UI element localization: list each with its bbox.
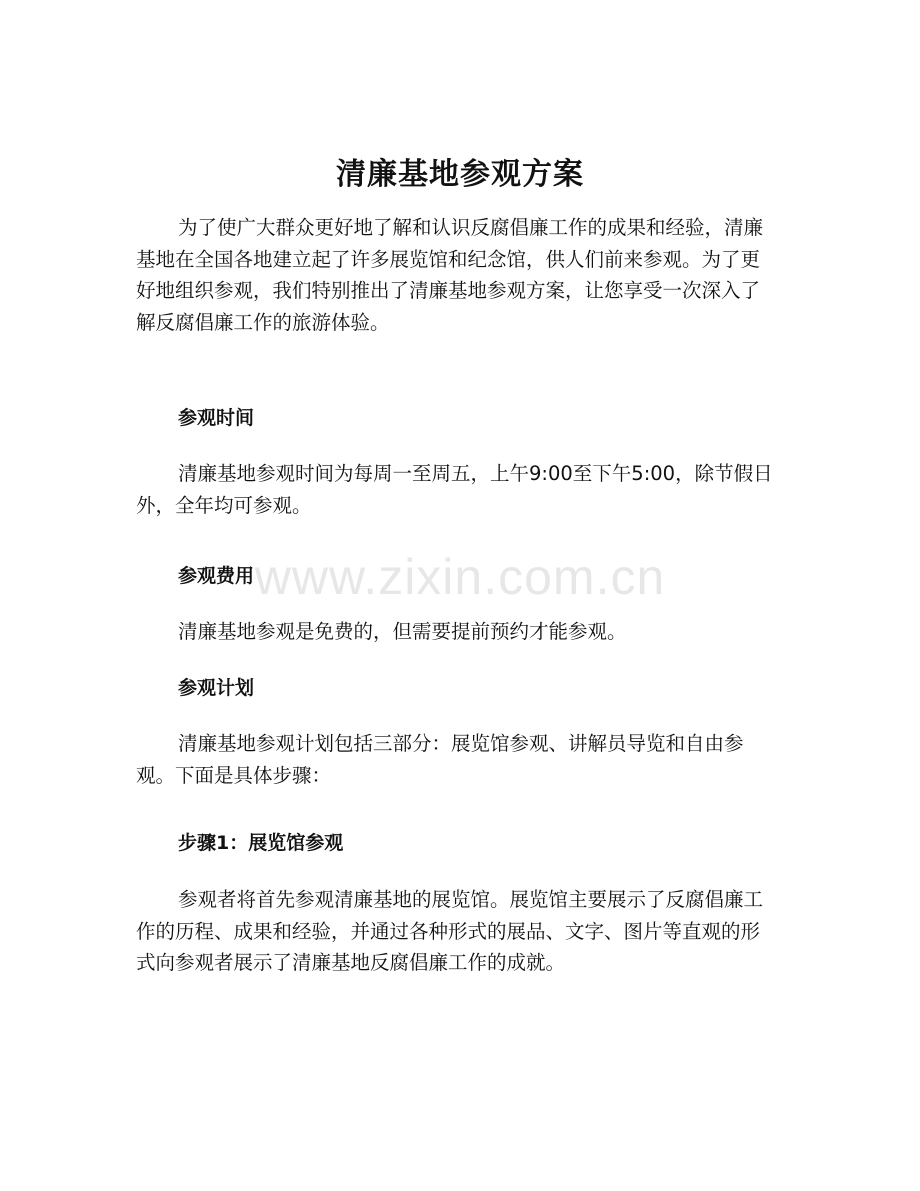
intro-paragraph: 为了使广大群众更好地了解和认识反腐倡廉工作的成果和经验，清廉基地在全国各地建立起了许多展览馆和纪念馆，供人们前来参观。为了更好地组织参观，我们特别推出了清廉基地参观方案，让您享受一次深入了解反腐倡廉工作的旅游体验。 bbox=[136, 216, 764, 334]
section-body-visit-time: 清廉基地参观时间为每周一至周五，上午9:00至下午5:00，除节假日外，全年均可参观。 bbox=[136, 462, 773, 517]
document-title: 清廉基地参观方案 bbox=[336, 157, 584, 192]
section-body-visit-cost: 清廉基地参观是免费的，但需要提前预约才能参观。 bbox=[178, 620, 627, 643]
section-body-step-1: 参观者将首先参观清廉基地的展览馆。展览馆主要展示了反腐倡廉工作的历程、成果和经验，并通过各种形式的展品、文字、图片等直观的形式向参观者展示了清廉基地反腐倡廉工作的成就。 bbox=[136, 888, 764, 974]
watermark-text: www.zixin.com.cn bbox=[254, 549, 666, 605]
section-heading-visit-time: 参观时间 bbox=[178, 407, 255, 429]
section-heading-step-1: 步骤1：展览馆参观 bbox=[178, 832, 344, 854]
section-heading-visit-cost: 参观费用 bbox=[178, 565, 255, 587]
section-body-visit-plan: 清廉基地参观计划包括三部分：展览馆参观、讲解员导览和自由参观。下面是具体步骤： bbox=[136, 732, 744, 787]
section-heading-visit-plan: 参观计划 bbox=[178, 677, 255, 699]
